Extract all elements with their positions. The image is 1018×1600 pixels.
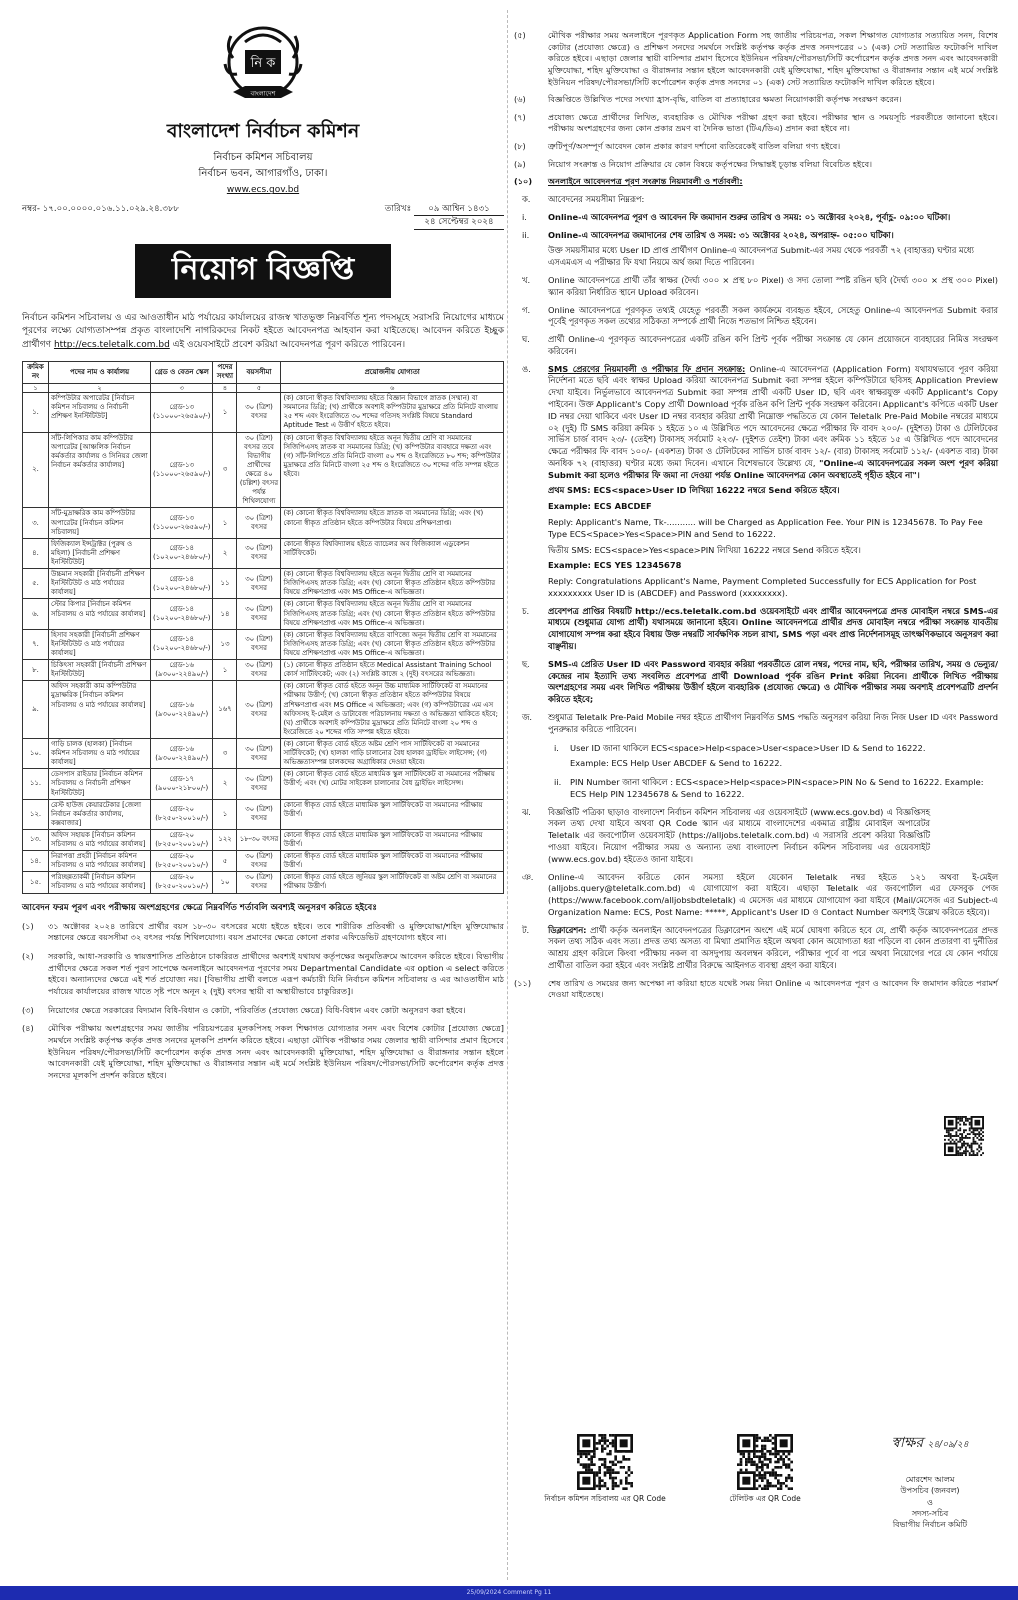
signer-and: ও [927,1497,933,1507]
cell-qual: কোনো স্বীকৃত বোর্ড হইতে মাধ্যমিক স্কুল সার্টিফিকেট বা সমমানের পরীক্ষায় উত্তীর্ণ। [281,851,504,872]
table-row [23,569,504,599]
cell-qual: (ক) কোনো স্বীকৃত বিশ্ববিদ্যালয় হইতে বাণিজ্যে অনূন দ্বিতীয় শ্রেণি বা সমমানের সিজিপিএসহ স্নাতক ডিগ্রি; এবং (খ) কোনো স্বীকৃত প্রতিষ্ঠান হইতে কম্পিউটার বিষয়ে প্রশিক্ষণপ্রাপ্ত এবং MS Office-এ অভিজ্ঞতা। [281,629,504,659]
sub-ja [514,712,998,736]
date-bangla: ০৯ আশ্বিন ১৪৩১ [414,203,504,216]
sub-cha [514,606,998,653]
memo-dates [385,203,504,229]
sub-i-text: Online-এ আবেদনপত্র পূরণ ও আবেদন ফি জমাদান শুরুর তারিখ ও সময়: ০১ অক্টোবর ২০২৪, পূর্বাহ্ণ- ০৯:০০ ঘটিকা। [548,211,951,222]
sub-chha-num: ছ. [522,658,530,669]
cell-qual: (১) কোনো স্বীকৃত প্রতিষ্ঠান হইতে Medical Assistant Training School কোর্স সার্টিফিকেট; এবং (২) সংশ্লিষ্ট কাজে ২ (দুই) বৎসরের অভিজ্ঞতা। [281,660,504,681]
sub-kha-text: Online আবেদনপত্রে প্রার্থী তাঁর স্বাক্ষর (দৈর্ঘ্য ৩০০ × প্রস্থ ৮০ Pixel) ও সদ্য তোলা স্পষ্ট রঙিন ছবি (দৈর্ঘ্য ৩০০ × প্রস্থ ৩০০ Pixel) স্ক্যান করিয়া নির্ধারিত স্থানে Upload করিবেন। [548,274,998,297]
cell-sl: ৩. [23,508,49,538]
left-rule-text: ৩১ অক্টোবর ২০২৪ তারিখে প্রার্থীর বয়স ১৮-৩০ বৎসরের মধ্যে হইতে হইবে। তবে শারীরিক প্রতিবন্ধী ও মুক্তিযোদ্ধা/শহিদ মুক্তিযোদ্ধার সন্তানের ক্ষেত্রে বয়সসীমা ৩২ বৎসর পর্যন্ত শিথিলযোগ্য। বয়স প্রমাণের ক্ষেত্রে কোনো প্রকার এফিডেভিট গ্রহণযোগ্য হইবে না। [48,920,504,943]
table-row [23,851,504,872]
rule-5-num: (৫) [514,30,526,40]
column-divider [507,10,508,1580]
cell-grade: গ্রেড-১৬ (৯৩০০-২২৪৯০/-) [151,681,213,739]
cell-grade: গ্রেড-১৩ (১১০০০-২৬৫৯০/-) [151,393,213,432]
notice-banner: নিয়োগ বিজ্ঞপ্তি [135,244,391,298]
sub-ii-text: Online-এ আবেদনপত্র জমাদানের শেষ তারিখ ও সময়: ৩১ অক্টোবর ২০২৪, অপরাহ্ন- ০৫:০০ ঘটিকা। [548,229,894,240]
cell-count: ১২২ [213,829,237,850]
cell-count: ১০ [213,872,237,893]
cell-sl: ১৩. [23,829,49,850]
org-sub1: নির্বাচন কমিশন সচিবালয় [213,151,313,163]
rule-10-title [514,176,998,188]
intro-text-a: নির্বাচন কমিশন সচিবালয় ও এর আওতাধীন মাঠ পর্যায়ের কার্যালয়ের রাজস্ব খাতভুক্ত নিম্নবর্ণিত শূন্য পদসমূহে সরাসরি নিয়োগের মাধ্যমে পূরণের লক্ষ্যে যোগ্যতাসম্পন্ন প্রকৃত বাংলাদেশি নাগরিকদের নিকট হইতে আবেদনপত্র আহবান করা যাইতেছে। আবেদন করিতে ইচ্ছুক প্রার্থীগণ [22,312,504,351]
qr-code-icon [737,1434,793,1490]
cell-sl: ১. [23,393,49,432]
sms2-reply: Reply: Congratulations Applicant's Name, Payment Completed Successfully for ECS Application for Post xxxxxxxxx User ID is (ABCDEF) and Password (xxxxxxxx). [548,576,977,598]
rule-6-num: (৬) [514,94,526,105]
sub-nya [514,872,998,919]
rule-7-num: (৭) [514,111,526,122]
sub-uma-head: SMS প্রেরণের নিয়মাবলী ও পরীক্ষার ফি প্রদান সংক্রান্ত: [548,363,746,374]
cell-grade: গ্রেড-১৪ (১০২০০-২৪৬৮০/-) [151,569,213,599]
cell-count: ১ [213,799,237,829]
sub-gha-num: ঘ. [522,334,530,345]
cell-count: ৩ [213,738,237,768]
cell-age: ৩০ (ত্রিশ) বৎসর [237,872,281,893]
sub-jha [514,807,998,866]
cell-post: চিকিৎসা সহকারী [নির্বাচনী প্রশিক্ষণ ইনস্টিটিউট] [49,660,151,681]
left-rule-text: মৌখিক পরীক্ষায় অংশগ্রহণের সময় জাতীয় পরিচয়পত্রের মূলকপিসহ সকল শিক্ষাগত যোগ্যতার সনদ এবং বিশেষ কোটার [প্রযোজ্য ক্ষেত্রে] সমর্থনে সংশ্লিষ্ট কর্তৃপক্ষ কর্তৃক প্রদত্ত সনদের মূলকপি প্রদর্শন করিতে হইবে। এছাড়া মৌখিক পরীক্ষার সময় জেলার স্থায়ী বাসিন্দার প্রমাণ হিসেবে ইউনিয়ন পরিষদ/পৌরসভা/সিটি কর্পোরেশন কর্তৃক প্রদত্ত সনদ এবং আবেদনকারী মুক্তিযোদ্ধা, শহিদ মুক্তিযোদ্ধা ও বীরাঙ্গনার সন্তান হইলে আবেদনকারী যেই মুক্তিযোদ্ধা, শহিদ মুক্তিযোদ্ধা ও বীরাঙ্গনার সন্তান এই মর্মে সংশ্লিষ্ট ইউনিয়ন পরিষদ/পৌরসভা/সিটি কর্পোরেশন কর্তৃক প্রদত্ত সনদের মূলকপি প্রদর্শন করিতে হইবে। [48,1023,504,1080]
th-grade: গ্রেড ও বেতন স্কেল [151,362,213,383]
date-english: ২৪ সেপ্টেম্বর ২০২৪ [414,216,504,229]
idx-1: ১ [23,383,49,393]
table-row [23,769,504,799]
sub-i-num: i. [522,211,527,222]
table-row [23,799,504,829]
qr-ecs [540,1434,670,1531]
sub-ta-head: ডিক্লারেশন: [548,924,587,935]
cell-qual: (ক) কোনো স্বীকৃত বোর্ড হইতে মাধ্যমিক স্কুল সার্টিফিকেট বা সমমানের পরীক্ষায় উত্তীর্ণ; এবং (খ) মোটর সাইকেল চালানোর বৈধ ড্রাইভিং লাইসেন্স। [281,769,504,799]
sub-cha-text: প্রবেশপত্র প্রাপ্তির বিষয়টি http://ecs.teletalk.com.bd ওয়েবসাইটে এবং প্রার্থীর আবেদনপত্রে প্রদত্ত মোবাইল নম্বরে SMS-এর মাধ্যমে (শুধুমাত্র যোগ্য প্রার্থী) যথাসময়ে জানানো হইবে। Online আবেদনপত্রে প্রার্থীর প্রদত্ত মোবাইল নম্বরে পরীক্ষা সংক্রান্ত যাবতীয় যোগাযোগ সম্পন্ন করা হইবে বিধায় উক্ত নম্বরটি সার্বক্ষণিক সচল রাখা, SMS পড়া এবং প্রাপ্ত নির্দেশনাসমূহ তাৎক্ষণিকভাবে অনুসরণ করা বাঞ্ছনীয়। [548,605,998,652]
table-row [23,660,504,681]
sub-ta-body: প্রার্থী কর্তৃক অনলাইন আবেদনপত্রের ডিক্লারেশন অংশে এই মর্মে ঘোষণা করিতে হবে যে, প্রার্থী কর্তৃক আবেদনপত্রের প্রদত্ত সকল তথ্য সঠিক এবং সত্য। প্রদত্ত তথ্য অসত্য বা মিথ্যা প্রমাণিত হইলে অথবা কোন অযোগ্যতা ধরা পড়িলে বা কোন প্রতারণা বা দুর্নীতির আশ্রয় গ্রহণ করিলে কিংবা পরীক্ষায় নকল বা অসদুপায় অবলম্বন করিলে, পরীক্ষার পূর্বে বা পরে অথবা নিয়োগের পরে যে কোন পর্যায়ে প্রার্থীতা বাতিল করা হইবে এবং সংশ্লিষ্ট প্রার্থীর বিরুদ্ধে আইনগত ব্যবস্থা গ্রহণ করা যাইবে। [548,924,998,971]
sub-uma-num: ঙ. [522,363,531,374]
sub-ja-i-text: User ID জানা থাকিলে ECS<space>Help<space>User<space>User ID & Send to 16222. [570,742,926,753]
table-row [23,738,504,768]
cell-age: ৩০ (ত্রিশ) বৎসর [237,599,281,629]
sub-ja-i [554,743,998,755]
idx-5: ৫ [237,383,281,393]
qr-code-icon [577,1434,633,1490]
vacancy-table [22,361,504,893]
rule-8-text: ত্রুটিপূর্ণ/অসম্পূর্ণ আবেদন কোন প্রকার কারণ দর্শানো ব্যতিরেকেই বাতিল বলিয়া গণ্য হইবে। [548,141,841,152]
cell-grade: গ্রেড-২০ (৮২৫০-২০০১০/-) [151,829,213,850]
cell-grade: গ্রেড-১৩ (১১০০০-২৬৫৯০/-) [151,508,213,538]
table-row [23,508,504,538]
cell-post: ডেসপাস রাইডার [নির্বাচন কমিশন সচিবালয় ও নির্বাচনী প্রশিক্ষণ ইনস্টিটিউট] [49,769,151,799]
sms1-instruction: প্রথম SMS: ECS<space>User ID লিখিয়া 16222 নম্বরে Send করিতে হইবে। [548,485,840,496]
cell-sl: ৬. [23,599,49,629]
signer-title-1: উপসচিব (জনবল) [900,1486,960,1496]
cell-grade: গ্রেড-২০ (৮২৫০-২০০১০/-) [151,851,213,872]
qr-teletalk-caption: টেলিটক এর QR Code [729,1493,801,1503]
sub-ja-text: শুধুমাত্র Teletalk Pre-Paid Mobile নম্বর হইতে প্রার্থীগণ নিম্নবর্ণিত SMS পদ্ধতি অনুসরণ করিয়া নিজ নিজ User ID এবং Password পুনরুদ্ধার করিতে পারিবেন। [548,711,998,734]
rule-7-text: প্রযোজ্য ক্ষেত্রে প্রার্থীদের লিখিত, ব্যবহারিক ও মৌখিক পরীক্ষা গ্রহণ করা হইবে। পরীক্ষার স্থান ও সময়সূচি পরবর্তীতে জানানো হইবে। পরীক্ষায় অংশগ্রহণের জন্য কোন প্রকার ভ্রমণ বা দৈনিক ভাতা (টিএ/ডিএ) প্রদান করা হইবে না। [548,111,998,134]
election-commission-logo [215,18,311,114]
table-index-row [23,383,504,393]
th-serial: ক্রমিক নং [23,362,49,383]
rule-9-num: (৯) [514,158,526,169]
sub-uma-body: Online-এ আবেদনপত্র (Application Form) যথাযথভাবে পূরণ করিয়া নির্দেশনা মতে ছবি এবং স্বাক্ষর Upload করিয়া আবেদনপত্র Submit করা সম্পন্ন হইলে কম্পিউটারে ছবিসহ Application Preview দেখা যাইবে। নির্ভুলভাবে আবেদনপত্র Submit করা সম্পন্ন প্রার্থী একটি User ID, ছবি এবং স্বাক্ষরযুক্ত একটি Applicant's Copy পাইবেন। উক্ত Applicant's Copy প্রার্থী Download পূর্বক রঙিন কপি প্রিন্ট পূর্বক সংরক্ষণ করিবেন। Applicant's কপিতে একটি User ID নম্বর দেয়া থাকিবে এবং User ID নম্বর ব্যবহার করিয়া প্রার্থী নিম্নোক্ত পদ্ধতিতে যে কোন Teletalk Pre-Paid Mobile নম্বরের মাধ্যমে ০২ (দুই) টি SMS করিয়া ক্রমিক ১ হইতে ১০ এ উল্লিখিত পদে আবেদনের ক্ষেত্রে পরীক্ষার ফি বাবদ ২০০/- (দুইশত) টাকা ও টেলিটকের সার্ভিস চার্জ বাবদ ২৩/- (তেইশ) টাকাসহ সর্বমোট ২২৩/- (দুইশত তেইশ) টাকা এবং ক্রমিক ১১ হইতে ১৫ এ উল্লিখিত পদে আবেদনের ক্ষেত্রে পরীক্ষার ফি বাবদ ১০০/- (একশত) টাকা ও টেলিটকের সার্ভিস চার্জ বাবদ ১২/- (বার) টাকাসহ সর্বমোট ১১২/- (একশত বার) টাকা অনধিক ৭২ (বাহাত্তর) ঘণ্টার মধ্যে জমা দিবেন। এখানে বিশেষভাবে উল্লেখ্য যে, [548,363,999,468]
left-column [22,18,504,1081]
cell-post: সাঁট-মুদ্রাক্ষরিক কাম কম্পিউটার অপারেটর [নির্বাচন কমিশন সচিবালয়] [49,508,151,538]
cell-grade: গ্রেড-১৭ (৯০০০-২১৮০০/-) [151,769,213,799]
sub-ta [514,925,998,972]
cell-sl: ১৫. [23,872,49,893]
cell-age: ৩০ (ত্রিশ) বৎসর [237,799,281,829]
left-rule-4 [22,1023,504,1081]
cell-qual: (ক) কোনো স্বীকৃত বিশ্ববিদ্যালয় হইতে স্নাতক বা সমমানের ডিগ্রি; এবং (খ) কোনো স্বীকৃত প্রতিষ্ঠান হইতে কম্পিউটার বিষয়ে প্রশিক্ষণপ্রাপ্ত। [281,508,504,538]
sub-ii-num: ii. [522,229,530,240]
left-rule-2 [22,951,504,998]
rule-5 [514,30,998,88]
cell-sl: ২. [23,432,49,508]
sub-uma-text [548,364,998,482]
memo-row [22,203,504,229]
signer-title-3: বিভাগীয় নির্বাচন কমিটি [892,1520,968,1530]
cell-age: ৩০ (ত্রিশ) বৎসর [237,681,281,739]
sms2-example: Example: ECS YES 12345678 [548,560,682,571]
org-website-link[interactable]: www.ecs.gov.bd [226,185,300,196]
cell-age: ১৮-৩০ বৎসর [237,829,281,850]
org-title: বাংলাদেশ নির্বাচন কমিশন [166,120,360,142]
sms1-reply: Reply: Applicant's Name, Tk-........... will be Charged as Application Fee. Your PIN is 12345678. To Pay Fee Type ECS<Space>Yes<Space>PIN and Send to 16222. [548,517,983,539]
cell-post: নিরাপত্তা প্রহরী [নির্বাচন কমিশন সচিবালয় ও মাঠ পর্যায়ের কার্যালয়] [49,851,151,872]
cell-count: ২ [213,538,237,568]
rule-11-text: শেষ তারিখ ও সময়ের জন্য অপেক্ষা না করিয়া হাতে যথেষ্ট সময় নিয়া Online এ আবেদনপত্র পূরণ ও আবেদন ফি জমাদান করিতে পরামর্শ দেওয়া যাইতেছে। [548,977,998,1000]
cell-count: ১৩ [213,629,237,659]
left-rule-num: (১) [22,920,34,931]
sms2-instruction: দ্বিতীয় SMS: ECS<space>Yes<space>PIN লিখিয়া 16222 নম্বরে Send করিতে হইবে। [548,544,861,555]
rule-11 [514,978,998,1001]
cell-age: ৩০ (ত্রিশ) বৎসর [237,569,281,599]
cell-count: ১ [213,660,237,681]
cell-count: ৩ [213,432,237,508]
cell-qual: কোনো স্বীকৃত বোর্ড হইতে জুনিয়র স্কুল সার্টিফিকেট বা অষ্টম শ্রেণি বা সমমানের পরীক্ষায় উত্তীর্ণ। [281,872,504,893]
th-qualification: প্রয়োজনীয় যোগ্যতা [281,362,504,383]
rules-list [22,921,504,1082]
sub-kha [514,275,998,299]
intro-link[interactable]: http://ecs.teletalk.com.bd [53,340,170,351]
cell-count: ১১ [213,569,237,599]
sub-gha-text: প্রার্থী Online-এ পূরণকৃত আবেদনপত্রের একটি রঙিন কপি প্রিন্ট পূর্বক পরীক্ষা সংক্রান্ত যে কোন প্রয়োজনে ব্যবহারের নিমিত্ত সংরক্ষণ করিবেন। [548,334,998,356]
cell-count: ১৬৭ [213,681,237,739]
sub-ka-text: আবেদনের সময়সীমা নিম্নরূপ: [548,194,645,205]
cell-sl: ৪. [23,538,49,568]
footer-bar: 25/09/2024 Comment Pg 11 [0,1586,1018,1600]
table-header-row [23,362,504,383]
right-column [514,24,998,1001]
sms1-example: Example: ECS ABCDEF [548,501,652,512]
rule-5-text: মৌখিক পরীক্ষার সময় অনলাইনে পূরণকৃত Application Form সহ জাতীয় পরিচয়পত্র, সকল শিক্ষাগত যোগ্যতার সত্যায়িত সনদ, বিশেষ কোটার (প্রযোজ্য ক্ষেত্রে) ও প্রশিক্ষণ সনদের সমর্থনে সংশ্লিষ্ট কর্তৃপক্ষ কর্তৃক প্রদত্ত সনদপত্রের ০১ (এক) সেট সত্যায়িত ফটোকপি দাখিল করিতে হইবে। এছাড়া জেলার স্থায়ী বাসিন্দার প্রমাণ হিসেবে ইউনিয়ন পরিষদ/পৌরসভা/সিটি কর্পোরেশন কর্তৃক প্রদত্ত সনদ এবং আবেদনকারী মুক্তিযোদ্ধা, শহিদ মুক্তিযোদ্ধা ও বীরাঙ্গনার সন্তান হইলে আবেদনকারী যেই মুক্তিযোদ্ধা, শহিদ মুক্তিযোদ্ধা ও বীরাঙ্গনার সন্তান এই মর্মে সংশ্লিষ্ট ইউনিয়ন পরিষদ/পৌরসভা/সিটি কর্পোরেশন কর্তৃক প্রদত্ত সনদের ০১ (এক) সেট সত্যায়িত ফটোকপি দাখিল করিতে হইবে। [548,30,998,87]
left-rule-num: (২) [22,951,34,962]
cell-age: ৩০ (ত্রিশ) বৎসর তবে বিভাগীয় প্রার্থীদের ক্ষেত্রে ৪০ (চল্লিশ) বৎসর পর্যন্ত শিথিলযোগ্য [237,432,281,508]
intro-paragraph [22,312,504,354]
idx-6: ৬ [281,383,504,393]
signature-mark [860,1434,1000,1474]
sub-ja-i-example: Example: ECS Help User ABCDEF & Send to 16222. [570,758,783,769]
org-sub2: নির্বাচন ভবন, আগারগাঁও, ঢাকা। [198,168,328,180]
sub-nya-num: ঞ. [522,871,534,882]
rule-7 [514,112,998,135]
rule-8-num: (৮) [514,141,526,152]
cell-sl: ১০. [23,738,49,768]
cell-post: স্টোর কিপার [নির্বাচন কমিশন সচিবালয় ও মাঠ পর্যায়ের কার্যালয়] [49,599,151,629]
signature: স্বাক্ষর [891,1435,924,1451]
cell-age: ৩০ (ত্রিশ) বৎসর [237,629,281,659]
sign-date: ২৪/০৯/২৪ [927,1440,969,1450]
table-row [23,681,504,739]
sub-ta-num: ট. [522,924,530,935]
cell-post: অফিস সহায়ক [নির্বাচন কমিশন সচিবালয় ও মাঠ পর্যায়ের কার্যালয়] [49,829,151,850]
left-rule-1 [22,921,504,944]
sub-ga-num: গ. [522,304,531,315]
sub-jha-text: বিজ্ঞপ্তিটি পত্রিকা ছাড়াও বাংলাদেশ নির্বাচন কমিশন সচিবালয় এর ওয়েবসাইটে (www.ecs.gov.bd) এ বিজ্ঞপ্তিসহ সকল তথ্য দেখা যাইবে অথবা QR Code স্ক্যান এর মাধ্যমে বাংলাদেশের একমাত্র রাষ্ট্রীয় মোবাইল অপারেটর Teletalk এর জবপোর্টাল ওয়েবসাইট (https://alljobs.teletalk.com.bd) এ সরাসরি প্রবেশ করিয়া বিজ্ঞপ্তিটি পাওয়া যাইবে। নিয়োগ পরীক্ষার সময় ও অন্যান্য তথ্য বাংলাদেশ নির্বাচন কমিশন সচিবালয় এর ওয়েবসাইট (www.ecs.gov.bd) হইতেও জানা যাইবে। [548,806,930,864]
side-qr-code [944,1116,984,1160]
cell-sl: ১১. [23,769,49,799]
table-row [23,829,504,850]
cell-age: ৩০ (ত্রিশ) বৎসর [237,660,281,681]
cell-age: ৩০ (ত্রিশ) বৎসর [237,393,281,432]
cell-age: ৩০ (ত্রিশ) বৎসর [237,851,281,872]
rule-6 [514,94,998,106]
cell-age: ৩০ (ত্রিশ) বৎসর [237,769,281,799]
sub-i [514,212,998,224]
sub-ii-note: উক্ত সময়সীমার মধ্যে User ID প্রাপ্ত প্রার্থীগণ Online-এ আবেদনপত্র Submit-এর সময় থেকে পরবর্তী ৭২ (বাহাত্তর) ঘণ্টার মধ্যে এসএমএস এ পরীক্ষার ফি যথা নিয়মে অর্থ জমা দিতে পারিবেন। [548,245,974,268]
qr-teletalk [700,1434,830,1531]
cell-count: ১ [213,393,237,432]
cell-age: ৩০ (ত্রিশ) বৎসর [237,738,281,768]
cell-sl: ৫. [23,569,49,599]
left-rule-3 [22,1005,504,1017]
memo-number: নম্বর- ১৭.০০.০০০০.০১৬.১১.০২৯.২৪.৩৮৮ [22,204,180,215]
sub-ga [514,305,998,329]
cell-count: ২ [213,769,237,799]
table-row [23,629,504,659]
cell-grade: গ্রেড-১৬ (৯৩০০-২২৪৯০/-) [151,738,213,768]
cell-qual: কোনো স্বীকৃত বোর্ড হইতে মাধ্যমিক স্কুল সার্টিফিকেট বা সমমানের পরীক্ষায় উত্তীর্ণ। [281,829,504,850]
cell-count: ১ [213,508,237,538]
th-age: বয়সসীমা [237,362,281,383]
logo-wrap [22,18,504,114]
cell-post: কম্পিউটার অপারেটর [নির্বাচন কমিশন সচিবালয় ও নির্বাচনী প্রশিক্ষণ ইনস্টিটিউট] [49,393,151,432]
signature-block [860,1434,1000,1531]
footer-qr-row [540,1434,1000,1531]
cell-count: ৫ [213,851,237,872]
signer-title-2: সদস্য-সচিব [911,1509,949,1519]
sub-chha-text: SMS-এ প্রেরিত User ID এবং Password ব্যবহার করিয়া পরবর্তীতে রোল নম্বর, পদের নাম, ছবি, পরীক্ষার তারিখ, সময় ও ভেন্যুর/কেন্দ্রের নাম ইত্যাদি তথ্য সংবলিত প্রবেশপত্র প্রার্থী Download পূর্বক রঙিন Print করিয়া নিবেন। প্রার্থীকে লিখিত পরীক্ষায় অংশগ্রহণের সময় এবং লিখিত পরীক্ষায় উত্তীর্ণ হইলে ব্যবহারিক (প্রযোজ্য ক্ষেত্রে) ও মৌখিক পরীক্ষার সময় অবশ্যই প্রবেশপত্রটি প্রদর্শন করিতে হইবে; [548,658,998,705]
sub-ja-num: জ. [522,711,533,722]
left-rule-text: সরকারি, আধা-সরকারি ও স্বায়ত্তশাসিত প্রতিষ্ঠানে চাকরিরত প্রার্থীদের অবশ্যই যথাযথ কর্তৃপক্ষের অনুমতিক্রমে আবেদন করিতে হইবে। বিভাগীয় প্রার্থীদের ক্ষেত্রে সকল শর্ত পূরণ সাপেক্ষে অনলাইনে আবেদনপত্র পূরণের সময় Departmental Candidate এর option এ select করিতে হইবে। অন্যান্যদের ক্ষেত্রে এই শর্ত প্রযোজ্য নয়। [বিভাগীয় প্রার্থী বলতে এরূপ কর্মচারী যিনি নির্বাচন কমিশন সচিবালয় ও এর আওতাধীন মাঠ পর্যায়ের কার্যালয়ের রাজস্ব খাতে সৃষ্ট পদে অনূন ২ (দুই) বৎসর স্থায়ী বা অস্থায়ীভাবে চাকুরিরত]। [48,951,504,996]
table-row [23,538,504,568]
vacancy-table-body [23,393,504,893]
rule-10-num: (১০) [514,176,533,187]
intro-text-b: এই ওয়েবসাইটে প্রবেশ করিয়া আবেদনপত্র পূরণ করিতে পারিবেন। [172,340,406,351]
cell-post: সাঁট-লিপিকার কাম কম্পিউটার অপারেটর [আঞ্চলিক নির্বাচন কর্মকর্তার কার্যালয় ও সিনিয়র জেলা নির্বাচন কর্মকর্তার কার্যালয়] [49,432,151,508]
date-label: তারিখঃ [384,204,412,215]
cell-age: ৩০ (ত্রিশ) বৎসর [237,538,281,568]
qr-code-icon [944,1116,984,1156]
left-rule-num: (৪) [22,1023,34,1034]
cell-grade: গ্রেড-২০ (৮২৫০-২০০১০/-) [151,872,213,893]
cell-post: পরিচ্ছন্নতাকর্মী [নির্বাচন কমিশন সচিবালয় ও মাঠ পর্যায়ের কার্যালয়] [49,872,151,893]
cell-qual: (ক) কোনো স্বীকৃত বোর্ড হইতে অষ্টম শ্রেণি পাস সার্টিফিকেট বা সমমানের সার্টিফিকেট; (খ) হালকা গাড়ি চালানোর বৈধ হালকা ড্রাইভিং লাইসেন্স; (গ) অভিজ্ঞতাসম্পন্ন চালকদের অগ্রাধিকার দেওয়া হইবে। [281,738,504,768]
rules-title: আবেদন ফরম পূরণ এবং পরীক্ষায় অংশগ্রহণের ক্ষেত্রে নিম্নবর্ণিত শর্তাবলি অবশ্যই অনুসরণ করিতে হইবেঃ [22,902,377,913]
cell-grade: গ্রেড-১৬ (৯৩০০-২২৪৯০/-) [151,660,213,681]
cell-post: অফিস সহকারী কাম কম্পিউটার মুদ্রাক্ষরিক [নির্বাচন কমিশন সচিবালয় ও মাঠ পর্যায়ের কার্যালয়] [49,681,151,739]
sub-ja-ii [554,777,998,801]
cell-post: গাড়ি চালক (হালকা) [নির্বাচন কমিশন সচিবালয় ও মাঠ পর্যায়ের কার্যালয়] [49,738,151,768]
th-post: পদের নাম ও কার্যালয় [49,362,151,383]
rule-11-num: (১১) [514,977,532,988]
sub-ga-text: Online আবেদনপত্রে পূরণকৃত তথ্যই যেহেতু পরবর্তী সকল কার্যক্রমে ব্যবহৃত হইবে, সেহেতু Online-এ আবেদনপত্র Submit করার পূর্বেই পূরণকৃত সকল তথ্যের সঠিকতা সম্পর্কে প্রার্থী নিজে শতভাগ নিশ্চিত হইবেন। [548,304,998,327]
idx-2: ২ [49,383,151,393]
cell-sl: ৭. [23,629,49,659]
cell-grade: গ্রেড-২০ (৮২৫০-২০০১০/-) [151,799,213,829]
logo-letters: নি ক [250,56,276,71]
cell-count: ১৪ [213,599,237,629]
table-row [23,599,504,629]
table-row [23,393,504,432]
table-row [23,432,504,508]
signer-name: মোরশেদ আলম [905,1475,955,1484]
table-row [23,872,504,893]
cell-qual: কোনো স্বীকৃত বোর্ড হইতে মাধ্যমিক স্কুল সার্টিফিকেট বা সমমানের পরীক্ষায় উত্তীর্ণ। [281,799,504,829]
cell-age: ৩০ (ত্রিশ) বৎসর [237,508,281,538]
cell-qual: (ক) কোনো স্বীকৃত বিশ্ববিদ্যালয় হইতে অনূন দ্বিতীয় শ্রেণি বা সমমানের সিজিপিএসহ স্নাতক ডিগ্রি; এবং (খ) কোনো স্বীকৃত প্রতিষ্ঠান হইতে কম্পিউটার বিষয়ে প্রশিক্ষণপ্রাপ্ত এবং MS Office-এ অভিজ্ঞতা। [281,599,504,629]
cell-qual: (ক) কোনো স্বীকৃত বিশ্ববিদ্যালয় হইতে অনূন দ্বিতীয় শ্রেণি বা সমমানের সিজিপিএসহ স্নাতক ডিগ্রি; এবং (খ) কোনো স্বীকৃত প্রতিষ্ঠান হইতে কম্পিউটার বিষয়ে প্রশিক্ষণপ্রাপ্ত এবং MS Office-এ অভিজ্ঞতা। [281,569,504,599]
cell-grade: গ্রেড-১৪ (১০২০০-২৪৬৮০/-) [151,538,213,568]
cell-grade: গ্রেড-১৩ (১১০০০-২৬৫৯০/-) [151,432,213,508]
th-count: পদের সংখ্যা [213,362,237,383]
cell-post: উচ্চমান সহকারী [নির্বাচনী প্রশিক্ষণ ইনস্টিটিউট ও মাঠ পর্যায়ের কার্যালয়] [49,569,151,599]
sub-ka [514,194,998,206]
left-rule-text: নিয়োগের ক্ষেত্রে সরকারের বিদ্যমান বিধি-বিধান ও কোটা, পরিবর্তিত (প্রযোজ্য ক্ষেত্রে) বিধি-বিধান এবং কোটা অনুসরণ করা হইবে। [48,1004,466,1015]
left-rule-num: (৩) [22,1004,34,1015]
cell-post: ফিজিক্যাল ইন্সট্রাক্টর (পুরুষ ও মহিলা) [নির্বাচনী প্রশিক্ষণ ইনস্টিটিউট] [49,538,151,568]
cell-post: রেস্ট হাউজ কেয়ারটেকার [জেলা নির্বাচন কর্মকর্তার কার্যালয়, কক্সবাজার] [49,799,151,829]
sub-cha-num: চ. [522,605,530,616]
sub-ja-ii-num: ii. [554,777,562,788]
cell-qual: (ক) কোনো স্বীকৃত বোর্ড হইতে অনূন উচ্চ মাধ্যমিক সার্টিফিকেট বা সমমানের পরীক্ষায় উত্তীর্ণ; (খ) কোনো স্বীকৃত প্রতিষ্ঠান হইতে কম্পিউটার বিষয়ে প্রশিক্ষণপ্রাপ্ত এবং MS Office এ অভিজ্ঞতা; এবং (গ) কম্পিউটারের এম এস অফিসসহ ই-মেইল ও ডাটাবেজ পরিচালনায় দক্ষতা ও অভিজ্ঞতা থাকিতে হইবে; (ঘ) প্রার্থীকে অবশ্যই কম্পিউটার মুদ্রাক্ষরে প্রতি মিনিটে বাংলা ২০ শব্দ ও ইংরেজিতে ২০ শব্দের গতি সম্পন্ন হইতে হইবে। [281,681,504,739]
rule-6-text: বিজ্ঞপ্তিতে উল্লিখিত পদের সংখ্যা হ্রাস-বৃদ্ধি, বাতিল বা প্রত্যাহারের ক্ষমতা নিয়োগকারী কর্তৃপক্ষ সংরক্ষণ করেন। [548,94,902,105]
idx-4: ৪ [213,383,237,393]
cell-qual: কোনো স্বীকৃত বিশ্ববিদ্যালয় হইতে ব্যাচেলর অব ফিজিক্যাল এডুকেশন সার্টিফিকেট। [281,538,504,568]
sub-nya-text: Online-এ আবেদন করিতে কোন সমস্যা হইলে যেকোন Teletalk নম্বর হইতে ১২১ অথবা ই-মেইল (alljobs.query@teletalk.com.bd) এ যোগাযোগ করা যাইবে। এছাড়া Teletalk এর জবপোর্টাল এর ফেসবুক পেজ (https://www.facebook.com/alljobsbdteletalk) এ মেসেজ এর মাধ্যমে যোগাযোগ করা যাইবে (Mail/মেসেজ এর Subject-এ Organization Name: ECS, Post Name: *****, Applicant's User ID ও Contact Number অবশ্যই উল্লেখ করিতে হইবে)। [548,871,998,917]
cell-qual: (ক) কোনো স্বীকৃত বিশ্ববিদ্যালয় হইতে বিজ্ঞান বিভাগে স্নাতক (সম্মান) বা সমমানের ডিগ্রি; (খ) প্রার্থীকে অবশ্যই কম্পিউটার মুদ্রাক্ষরে প্রতি মিনিটে বাংলায় ২৫ শব্দ এবং ইংরেজিতে ৩০ শব্দের গতিসহ সংশ্লিষ্ট বিষয়ে Standard Aptitude Test এ উত্তীর্ণ হইতে হইবে। [281,393,504,432]
sub-uma-tail: "Online-এ আবেদনপত্রের সকল অংশ পূরণ করিয়া Submit করা হলেও পরীক্ষার ফি জমা না দেওয়া পর্যন্ত Online আবেদনপত্র কোন অবস্থাতেই গৃহীত হইবে না"। [548,457,998,480]
cell-grade: গ্রেড-১৪ (১০২০০-২৪৬৮০/-) [151,629,213,659]
rule-9 [514,159,998,171]
cell-sl: ১২. [23,799,49,829]
cell-qual: (ক) কোনো স্বীকৃত বিশ্ববিদ্যালয় হইতে অনূন দ্বিতীয় শ্রেণি বা সমমানের সিজিপিএসহ স্নাতক বা সমমানের ডিগ্রি; (খ) কম্পিউটার ব্যবহারে দক্ষতা এবং (গ) সাঁট-লিপিতে প্রতি মিনিটে বাংলা ৫০ শব্দ ও ইংরেজিতে ৮০ শব্দ; কম্পিউটার মুদ্রাক্ষরে প্রতি মিনিটে বাংলা ২৫ শব্দ ও ইংরেজিতে ৩০ শব্দের গতি সম্পন্ন হইতে হইবে। [281,432,504,508]
sub-ka-num: ক. [522,194,531,205]
sub-ja-i-num: i. [554,742,559,753]
sub-uma [514,364,998,482]
sub-ja-ii-text: PIN Number জানা থাকিলে : ECS<space>Help<space>PIN<space>PIN No & Send to 16222. Example: ECS Help PIN 12345678 & Send to 16222. [570,777,984,799]
idx-3: ৩ [151,383,213,393]
sub-chha [514,659,998,706]
sub-ta-text [548,925,998,972]
qr-ecs-caption: নির্বাচন কমিশন সচিবালয় এর QR Code [544,1493,666,1503]
cell-sl: ১৪. [23,851,49,872]
sub-kha-num: খ. [522,274,531,285]
logo-ribbon: বাংলাদেশ [250,89,276,98]
cell-post: হিসাব সহকারী [নির্বাচনী প্রশিক্ষণ ইনস্টিটিউট ও মাঠ পর্যায়ের কার্যালয়] [49,629,151,659]
cell-sl: ৮. [23,660,49,681]
sub-gha [514,334,998,358]
sub-ii [514,230,998,242]
sub-jha-num: ঝ. [522,806,531,817]
cell-grade: গ্রেড-১৪ (১০২০০-২৪৬৮০/-) [151,599,213,629]
rule-9-text: নিয়োগ সংক্রান্ত ও নিয়োগ প্রক্রিয়ার যে কোন বিষয়ে কর্তৃপক্ষের সিদ্ধান্তই চূড়ান্ত বলিয়া বিবেচিত হইবে। [548,158,873,169]
rule-10-text: অনলাইনে আবেদনপত্র পূরণ সংক্রান্ত নিয়মাবলী ও শর্তাবলী: [548,176,743,187]
cell-sl: ৯. [23,681,49,739]
rule-8 [514,141,998,153]
